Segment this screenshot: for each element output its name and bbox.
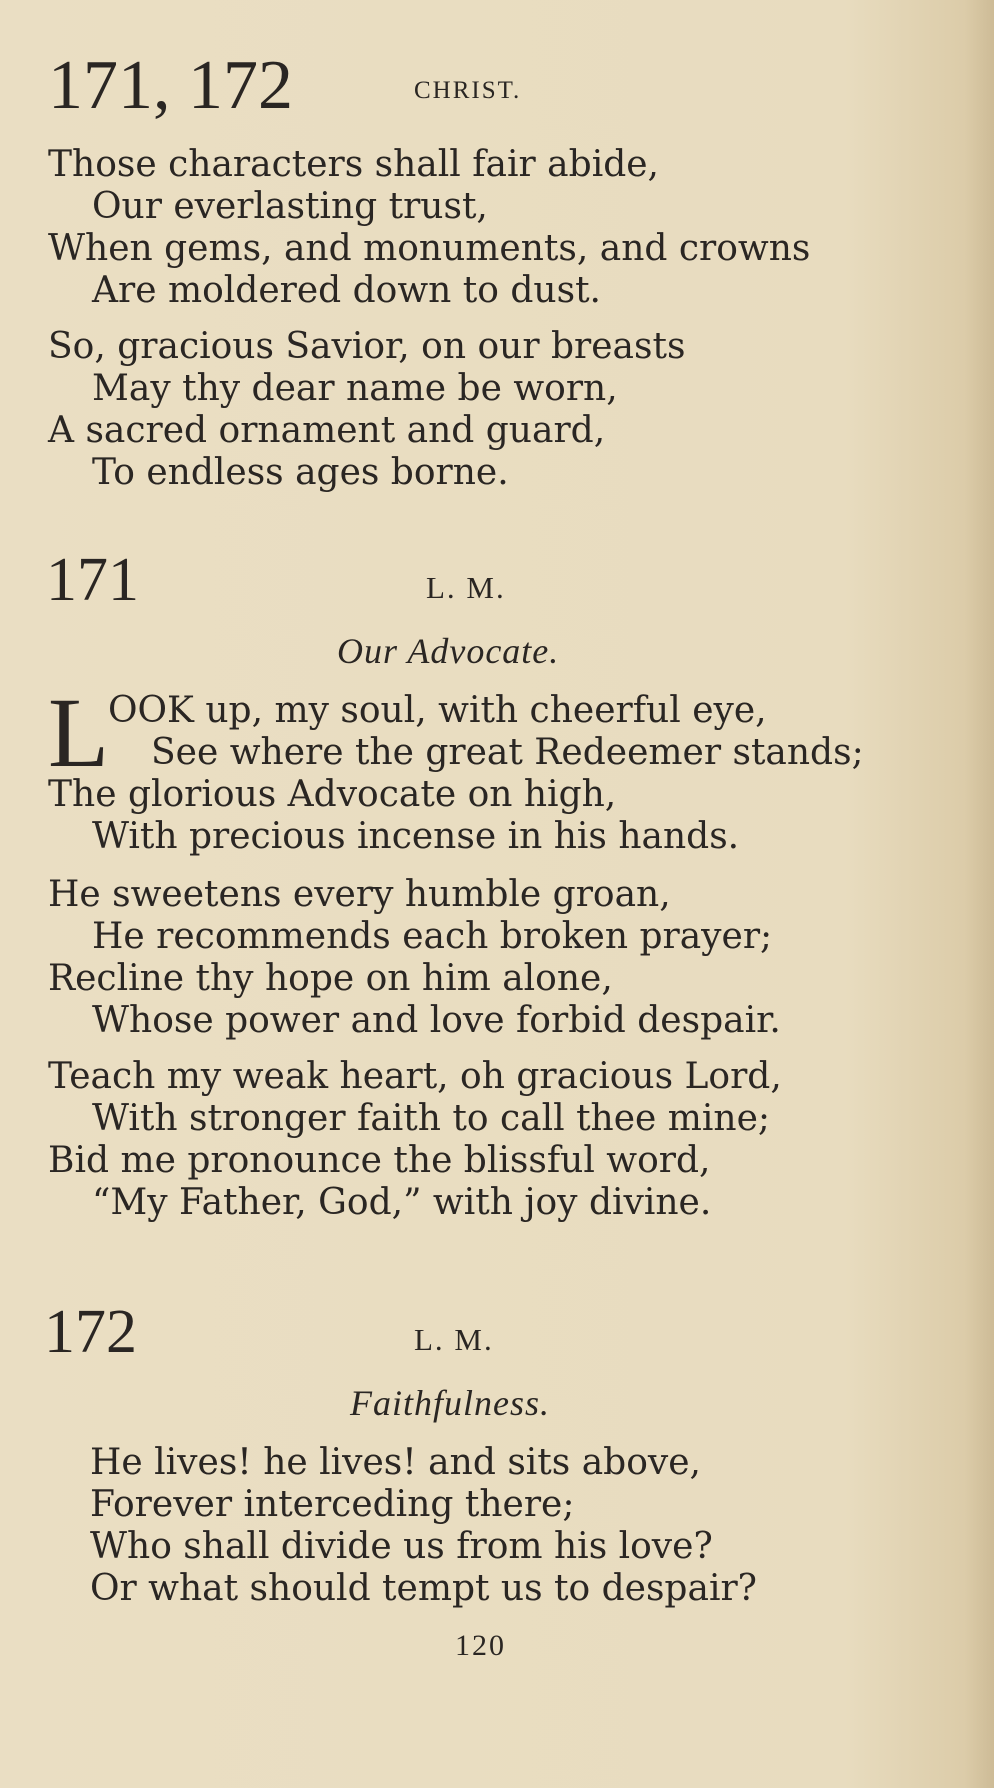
verse-line: He recommends each broken prayer; — [92, 916, 773, 957]
hymn-number: 171 — [46, 546, 139, 614]
verse-line: “My Father, God,” with joy divine. — [92, 1182, 712, 1223]
page-number: 120 — [455, 1629, 506, 1662]
verse-line: May thy dear name be worn, — [92, 368, 618, 409]
verse-line: Our everlasting trust, — [92, 186, 488, 227]
verse-line: He lives! he lives! and sits above, — [90, 1442, 701, 1483]
verse-line: OOK up, my soul, with cheerful eye, — [108, 690, 767, 731]
hymn-title: Faithfulness. — [350, 1383, 550, 1423]
verse-line: Who shall divide us from his love? — [90, 1526, 713, 1567]
verse-line: Those characters shall fair abide, — [48, 144, 659, 185]
verse-line: With stronger faith to call thee mine; — [92, 1098, 771, 1139]
verse-line: When gems, and monuments, and crowns — [48, 228, 811, 269]
header-section-title: CHRIST. — [414, 77, 522, 104]
verse-line: Teach my weak heart, oh gracious Lord, — [48, 1056, 782, 1097]
opening-lines — [48, 677, 864, 788]
hymn-title: Our Advocate. — [337, 631, 560, 671]
header-hymn-numbers: 171, 172 — [48, 47, 293, 124]
hymn-172-stanza-1 — [90, 1442, 757, 1610]
hymn-meter: L. M. — [414, 1322, 494, 1357]
drop-cap: L — [48, 677, 110, 788]
hymn-171-stanza-3 — [48, 1056, 782, 1224]
verse-line: To endless ages borne. — [92, 452, 509, 493]
verse-line: Are moldered down to dust. — [92, 270, 601, 311]
hymn-171-stanza-2 — [48, 874, 781, 1042]
verse-line: The glorious Advocate on high, — [48, 774, 617, 815]
verse-line: Recline thy hope on him alone, — [48, 958, 613, 999]
verse-line: With precious incense in his hands. — [92, 816, 740, 857]
hymn-171-stanza-1 — [48, 677, 864, 858]
verse-line: A sacred ornament and guard, — [48, 410, 606, 451]
verse-line: He sweetens every humble groan, — [48, 874, 671, 915]
hymn-number: 172 — [44, 1298, 137, 1366]
verse-line: Whose power and love forbid despair. — [92, 1000, 781, 1041]
continuation-stanza-2 — [48, 326, 685, 494]
verse-line: Forever interceding there; — [90, 1484, 575, 1525]
verse-line: See where the great Redeemer stands; — [151, 732, 864, 773]
verse-line: So, gracious Savior, on our breasts — [48, 326, 686, 367]
hymn-meter: L. M. — [426, 570, 506, 605]
verse-line: Or what should tempt us to despair? — [90, 1568, 757, 1609]
verse-line: Bid me pronounce the blissful word, — [48, 1140, 711, 1181]
continuation-stanza-1 — [48, 144, 810, 312]
